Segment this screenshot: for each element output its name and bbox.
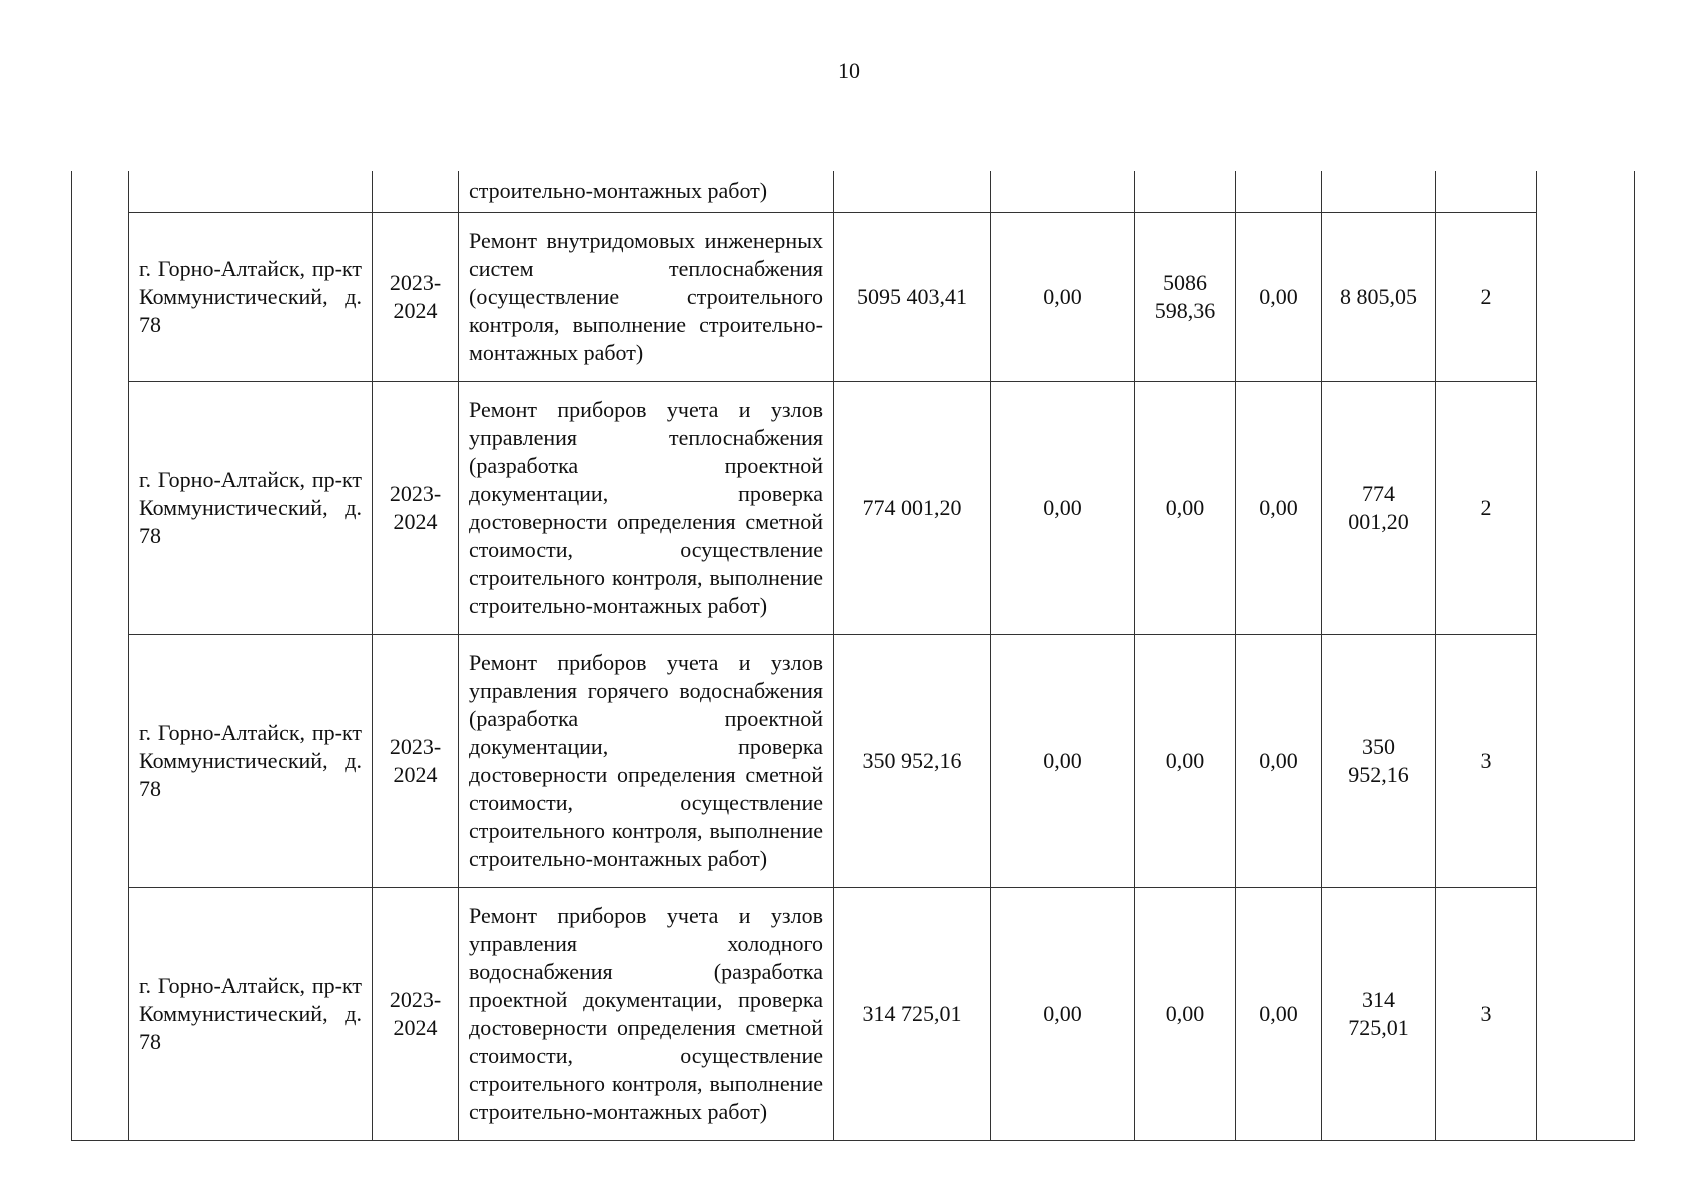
col-c-cell: 0,00 — [1236, 381, 1322, 634]
col-a-cell: 0,00 — [991, 381, 1135, 634]
col-d-cell: 350 952,16 — [1322, 634, 1436, 887]
total-cell: 5095 403,41 — [834, 212, 991, 381]
col-d-cell: 314 725,01 — [1322, 887, 1436, 1140]
blank-cell — [72, 212, 129, 381]
address-cell: г. Горно-Алтайск, пр-кт Коммунистический, д. 78 — [129, 381, 373, 634]
blank-cell — [72, 887, 129, 1140]
address-cell: г. Горно-Алтайск, пр-кт Коммунистический, д. 78 — [129, 887, 373, 1140]
col-c-cell — [1236, 171, 1322, 212]
total-cell: 350 952,16 — [834, 634, 991, 887]
total-cell: 774 001,20 — [834, 381, 991, 634]
col-a-cell — [991, 171, 1135, 212]
col-c-cell: 0,00 — [1236, 212, 1322, 381]
col-b-cell: 5086 598,36 — [1135, 212, 1236, 381]
description-cell: Ремонт приборов учета и узлов управления горячего водоснабжения (разработка проектной документации, проверка достоверности определения сметной стоимости, осуществление строительного контроля, выполнение строительно-монтажных работ) — [459, 634, 834, 887]
col-c-cell: 0,00 — [1236, 634, 1322, 887]
total-cell — [834, 171, 991, 212]
col-d-cell: 8 805,05 — [1322, 212, 1436, 381]
total-cell: 314 725,01 — [834, 887, 991, 1140]
priority-cell: 3 — [1436, 887, 1537, 1140]
priority-cell — [1436, 171, 1537, 212]
page-number: 10 — [838, 58, 860, 83]
col-a-cell: 0,00 — [991, 634, 1135, 887]
priority-cell: 3 — [1436, 634, 1537, 887]
priority-cell: 2 — [1436, 212, 1537, 381]
col-b-cell: 0,00 — [1135, 381, 1236, 634]
description-cell: Ремонт внутридомовых инженерных систем теплоснабжения (осуществление строительного контроля, выполнение строительно-монтажных работ) — [459, 212, 834, 381]
years-cell — [373, 171, 459, 212]
description-cell: строительно-монтажных работ) — [459, 171, 834, 212]
table-row — [72, 381, 1635, 634]
table-row-continuation — [72, 171, 1635, 212]
blank-cell — [72, 171, 129, 212]
trailing-cell — [1537, 381, 1635, 634]
years-cell: 2023-2024 — [373, 212, 459, 381]
description-cell: Ремонт приборов учета и узлов управления теплоснабжения (разработка проектной документации, проверка достоверности определения сметной стоимости, осуществление строительного контроля, выполнение строительно-монтажных работ) — [459, 381, 834, 634]
priority-cell: 2 — [1436, 381, 1537, 634]
address-cell: г. Горно-Алтайск, пр-кт Коммунистический, д. 78 — [129, 212, 373, 381]
address-cell: г. Горно-Алтайск, пр-кт Коммунистический, д. 78 — [129, 634, 373, 887]
years-cell: 2023-2024 — [373, 634, 459, 887]
col-a-cell: 0,00 — [991, 887, 1135, 1140]
trailing-cell — [1537, 887, 1635, 1140]
years-cell: 2023-2024 — [373, 887, 459, 1140]
blank-cell — [72, 381, 129, 634]
blank-cell — [72, 634, 129, 887]
repair-program-table — [71, 171, 1635, 1141]
col-b-cell: 0,00 — [1135, 887, 1236, 1140]
col-b-cell — [1135, 171, 1236, 212]
col-a-cell: 0,00 — [991, 212, 1135, 381]
address-cell — [129, 171, 373, 212]
table-row — [72, 887, 1635, 1140]
col-d-cell — [1322, 171, 1436, 212]
col-d-cell: 774 001,20 — [1322, 381, 1436, 634]
col-c-cell: 0,00 — [1236, 887, 1322, 1140]
description-cell: Ремонт приборов учета и узлов управления холодного водоснабжения (разработка проектной документации, проверка достоверности определения сметной стоимости, осуществление строительного контроля, выполнение строительно-монтажных работ) — [459, 887, 834, 1140]
col-b-cell: 0,00 — [1135, 634, 1236, 887]
trailing-cell — [1537, 634, 1635, 887]
table-row — [72, 212, 1635, 381]
trailing-cell — [1537, 171, 1635, 212]
trailing-cell — [1537, 212, 1635, 381]
years-cell: 2023-2024 — [373, 381, 459, 634]
table-row — [72, 634, 1635, 887]
